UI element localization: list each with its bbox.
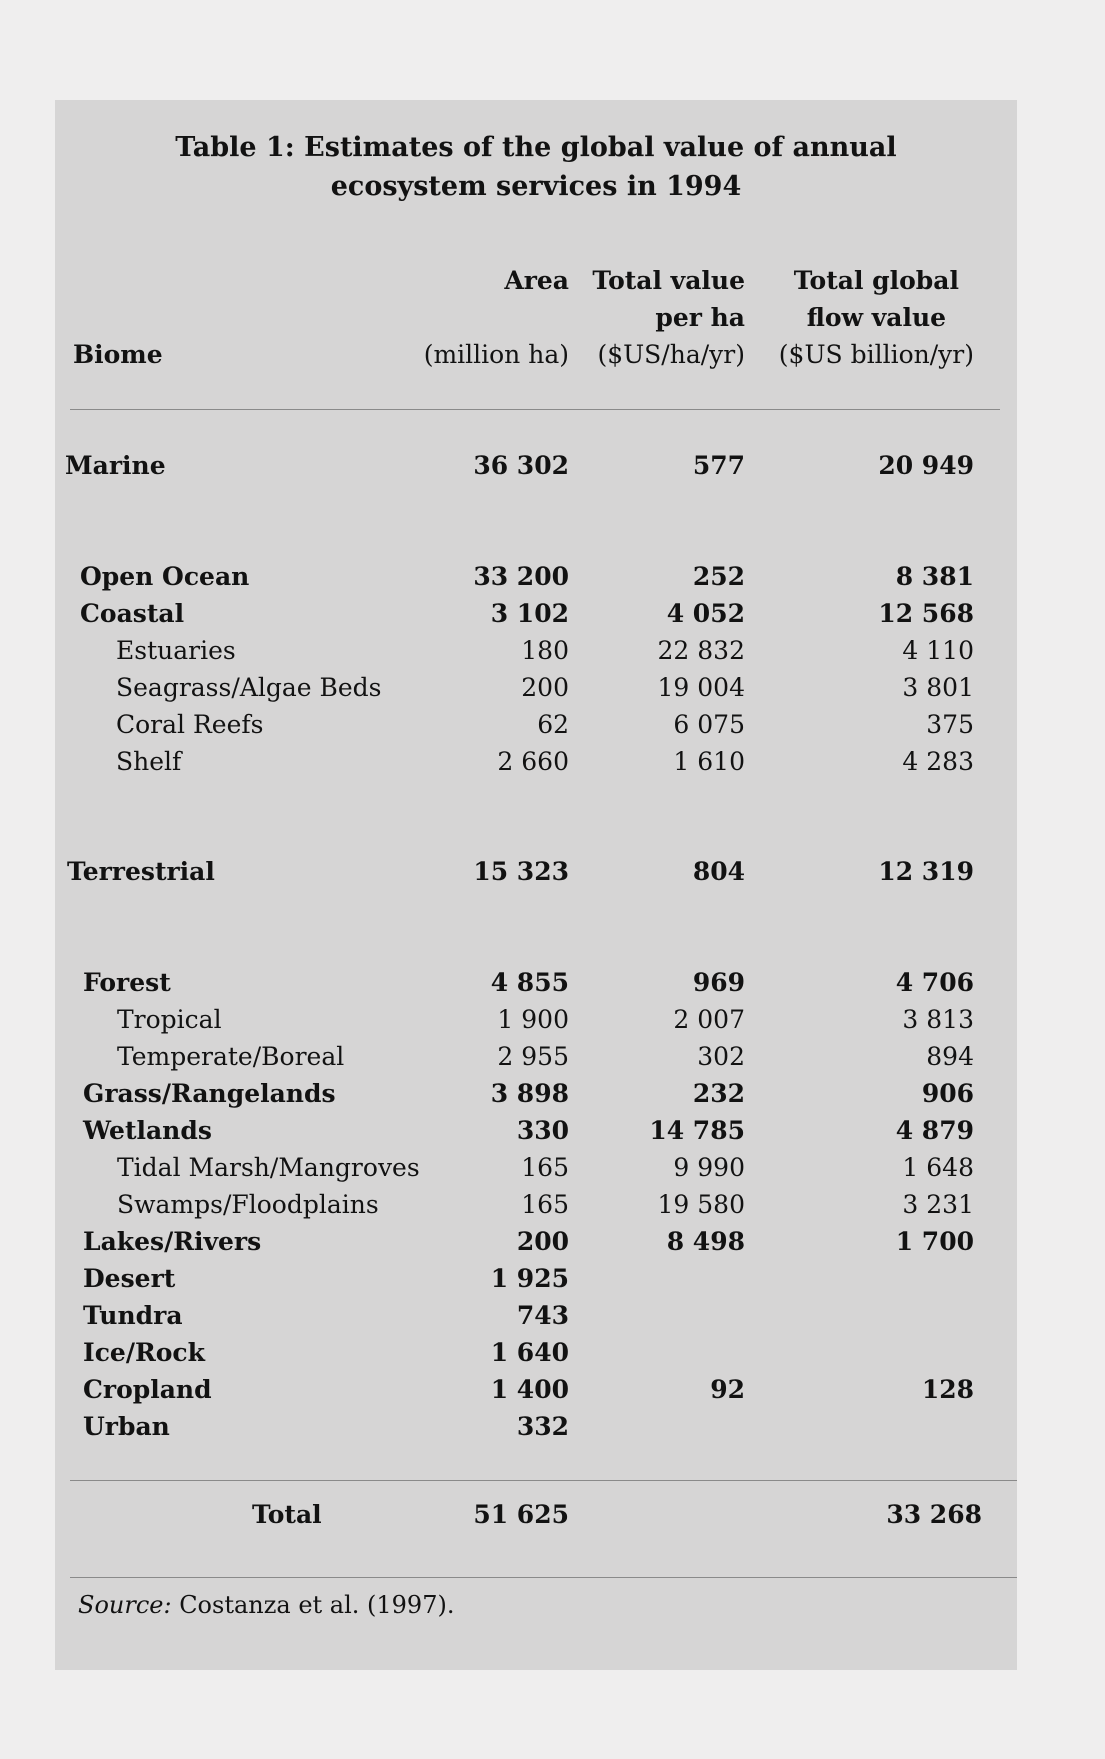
table-row — [55, 1260, 1017, 1297]
value-per-ha-cell: 9 990 — [673, 1153, 745, 1182]
area-cell: 36 302 — [473, 451, 569, 480]
biome-cell: Coastal — [80, 599, 185, 628]
value-per-ha-cell: 19 580 — [657, 1190, 745, 1219]
biome-cell: Grass/Rangelands — [83, 1079, 336, 1108]
total-flow: 33 268 — [886, 1500, 982, 1529]
biome-cell: Swamps/Floodplains — [117, 1190, 379, 1219]
source-note — [78, 1587, 454, 1623]
value-per-ha-cell: 22 832 — [657, 636, 745, 665]
table-row — [55, 1408, 1017, 1445]
header-value-subtitle: per ha — [655, 303, 745, 332]
table-row — [55, 1334, 1017, 1371]
header-divider — [70, 409, 1000, 410]
area-cell: 200 — [521, 673, 569, 702]
biome-cell: Wetlands — [83, 1116, 212, 1145]
header-value — [592, 262, 745, 373]
area-cell: 743 — [516, 1301, 569, 1330]
table-row — [55, 706, 1017, 743]
value-per-ha-cell: 302 — [697, 1042, 745, 1071]
table-row — [55, 632, 1017, 669]
flow-value-cell: 4 110 — [902, 636, 974, 665]
biome-cell: Tropical — [117, 1005, 222, 1034]
biome-cell: Tidal Marsh/Mangroves — [117, 1153, 420, 1182]
biome-cell: Coral Reefs — [116, 710, 264, 739]
total-label: Total — [252, 1500, 322, 1529]
value-per-ha-cell: 577 — [692, 451, 745, 480]
area-cell: 15 323 — [473, 857, 569, 886]
area-cell: 62 — [537, 710, 569, 739]
flow-value-cell: 4 283 — [902, 747, 974, 776]
table-row — [55, 1186, 1017, 1223]
biome-cell: Forest — [83, 968, 171, 997]
value-per-ha-cell: 4 052 — [666, 599, 745, 628]
value-per-ha-cell: 19 004 — [657, 673, 745, 702]
flow-value-cell: 1 700 — [895, 1227, 974, 1256]
table-title-line1: Table 1: Estimates of the global value of annual — [175, 132, 897, 163]
area-cell: 33 200 — [473, 562, 569, 591]
flow-value-cell: 12 568 — [878, 599, 974, 628]
total-area: 51 625 — [473, 1500, 569, 1529]
area-cell: 165 — [521, 1190, 569, 1219]
biome-cell: Temperate/Boreal — [117, 1042, 345, 1071]
header-area-title: Area — [504, 266, 569, 295]
biome-cell: Urban — [83, 1412, 170, 1441]
header-biome — [73, 336, 163, 373]
header-flow-title: Total global — [793, 266, 959, 295]
flow-value-cell: 894 — [926, 1042, 974, 1071]
source-label: Source: — [78, 1591, 172, 1619]
flow-value-cell: 3 801 — [902, 673, 974, 702]
biome-cell: Desert — [83, 1264, 176, 1293]
table-row — [55, 1297, 1017, 1334]
header-area — [424, 262, 569, 373]
area-cell: 4 855 — [490, 968, 569, 997]
value-per-ha-cell: 804 — [692, 857, 745, 886]
flow-value-cell: 3 231 — [902, 1190, 974, 1219]
biome-cell: Open Ocean — [80, 562, 250, 591]
value-per-ha-cell: 232 — [692, 1079, 745, 1108]
table-row — [55, 1038, 1017, 1075]
flow-value-cell: 375 — [926, 710, 974, 739]
area-cell: 1 640 — [490, 1338, 569, 1367]
table-row — [55, 1371, 1017, 1408]
value-per-ha-cell: 8 498 — [666, 1227, 745, 1256]
flow-value-cell: 20 949 — [878, 451, 974, 480]
header-flow-subtitle: flow value — [806, 303, 947, 332]
flow-value-cell: 4 706 — [895, 968, 974, 997]
area-cell: 332 — [516, 1412, 569, 1441]
table-title — [55, 128, 1017, 206]
table-row — [55, 669, 1017, 706]
value-per-ha-cell: 6 075 — [673, 710, 745, 739]
table-row — [55, 558, 1017, 595]
header-value-title: Total value — [592, 266, 745, 295]
biome-cell: Estuaries — [116, 636, 236, 665]
flow-value-cell: 4 879 — [895, 1116, 974, 1145]
value-per-ha-cell: 969 — [692, 968, 745, 997]
biome-cell: Shelf — [116, 747, 182, 776]
area-cell: 330 — [516, 1116, 569, 1145]
header-flow — [779, 262, 974, 373]
area-cell: 165 — [521, 1153, 569, 1182]
table-title-line2: ecosystem services in 1994 — [330, 171, 742, 202]
biome-cell: Terrestrial — [67, 857, 215, 886]
biome-cell: Ice/Rock — [83, 1338, 205, 1367]
table-row — [55, 853, 1017, 890]
value-per-ha-cell: 252 — [692, 562, 745, 591]
flow-value-cell: 1 648 — [902, 1153, 974, 1182]
biome-cell: Tundra — [83, 1301, 183, 1330]
table-row — [55, 1223, 1017, 1260]
flow-value-cell: 8 381 — [895, 562, 974, 591]
biome-cell: Seagrass/Algae Beds — [116, 673, 382, 702]
header-value-unit: ($US/ha/yr) — [597, 340, 745, 369]
area-cell: 2 660 — [497, 747, 569, 776]
total-divider-top — [70, 1480, 1017, 1481]
biome-cell: Marine — [65, 451, 166, 480]
area-cell: 1 900 — [497, 1005, 569, 1034]
header-area-unit: (million ha) — [423, 340, 569, 369]
table-row — [55, 447, 1017, 484]
biome-cell: Cropland — [83, 1375, 212, 1404]
value-per-ha-cell: 1 610 — [673, 747, 745, 776]
area-cell: 1 925 — [490, 1264, 569, 1293]
table-row — [55, 1001, 1017, 1038]
area-cell: 1 400 — [490, 1375, 569, 1404]
value-per-ha-cell: 92 — [710, 1375, 745, 1404]
table-row — [55, 964, 1017, 1001]
value-per-ha-cell: 2 007 — [673, 1005, 745, 1034]
table-row — [55, 1149, 1017, 1186]
total-row — [55, 1496, 1017, 1533]
area-cell: 200 — [516, 1227, 569, 1256]
flow-value-cell: 128 — [921, 1375, 974, 1404]
table-panel — [55, 100, 1017, 1670]
header-flow-unit: ($US billion/yr) — [778, 340, 974, 369]
table-row — [55, 595, 1017, 632]
table-row — [55, 1075, 1017, 1112]
total-divider-bottom — [70, 1577, 1017, 1578]
area-cell: 3 898 — [490, 1079, 569, 1108]
table-row — [55, 1112, 1017, 1149]
flow-value-cell: 906 — [921, 1079, 974, 1108]
area-cell: 3 102 — [490, 599, 569, 628]
flow-value-cell: 12 319 — [878, 857, 974, 886]
flow-value-cell: 3 813 — [902, 1005, 974, 1034]
value-per-ha-cell: 14 785 — [649, 1116, 745, 1145]
header-biome-label: Biome — [73, 340, 163, 369]
area-cell: 180 — [521, 636, 569, 665]
table-row — [55, 743, 1017, 780]
area-cell: 2 955 — [497, 1042, 569, 1071]
biome-cell: Lakes/Rivers — [83, 1227, 262, 1256]
source-text: Costanza et al. (1997). — [171, 1591, 455, 1619]
